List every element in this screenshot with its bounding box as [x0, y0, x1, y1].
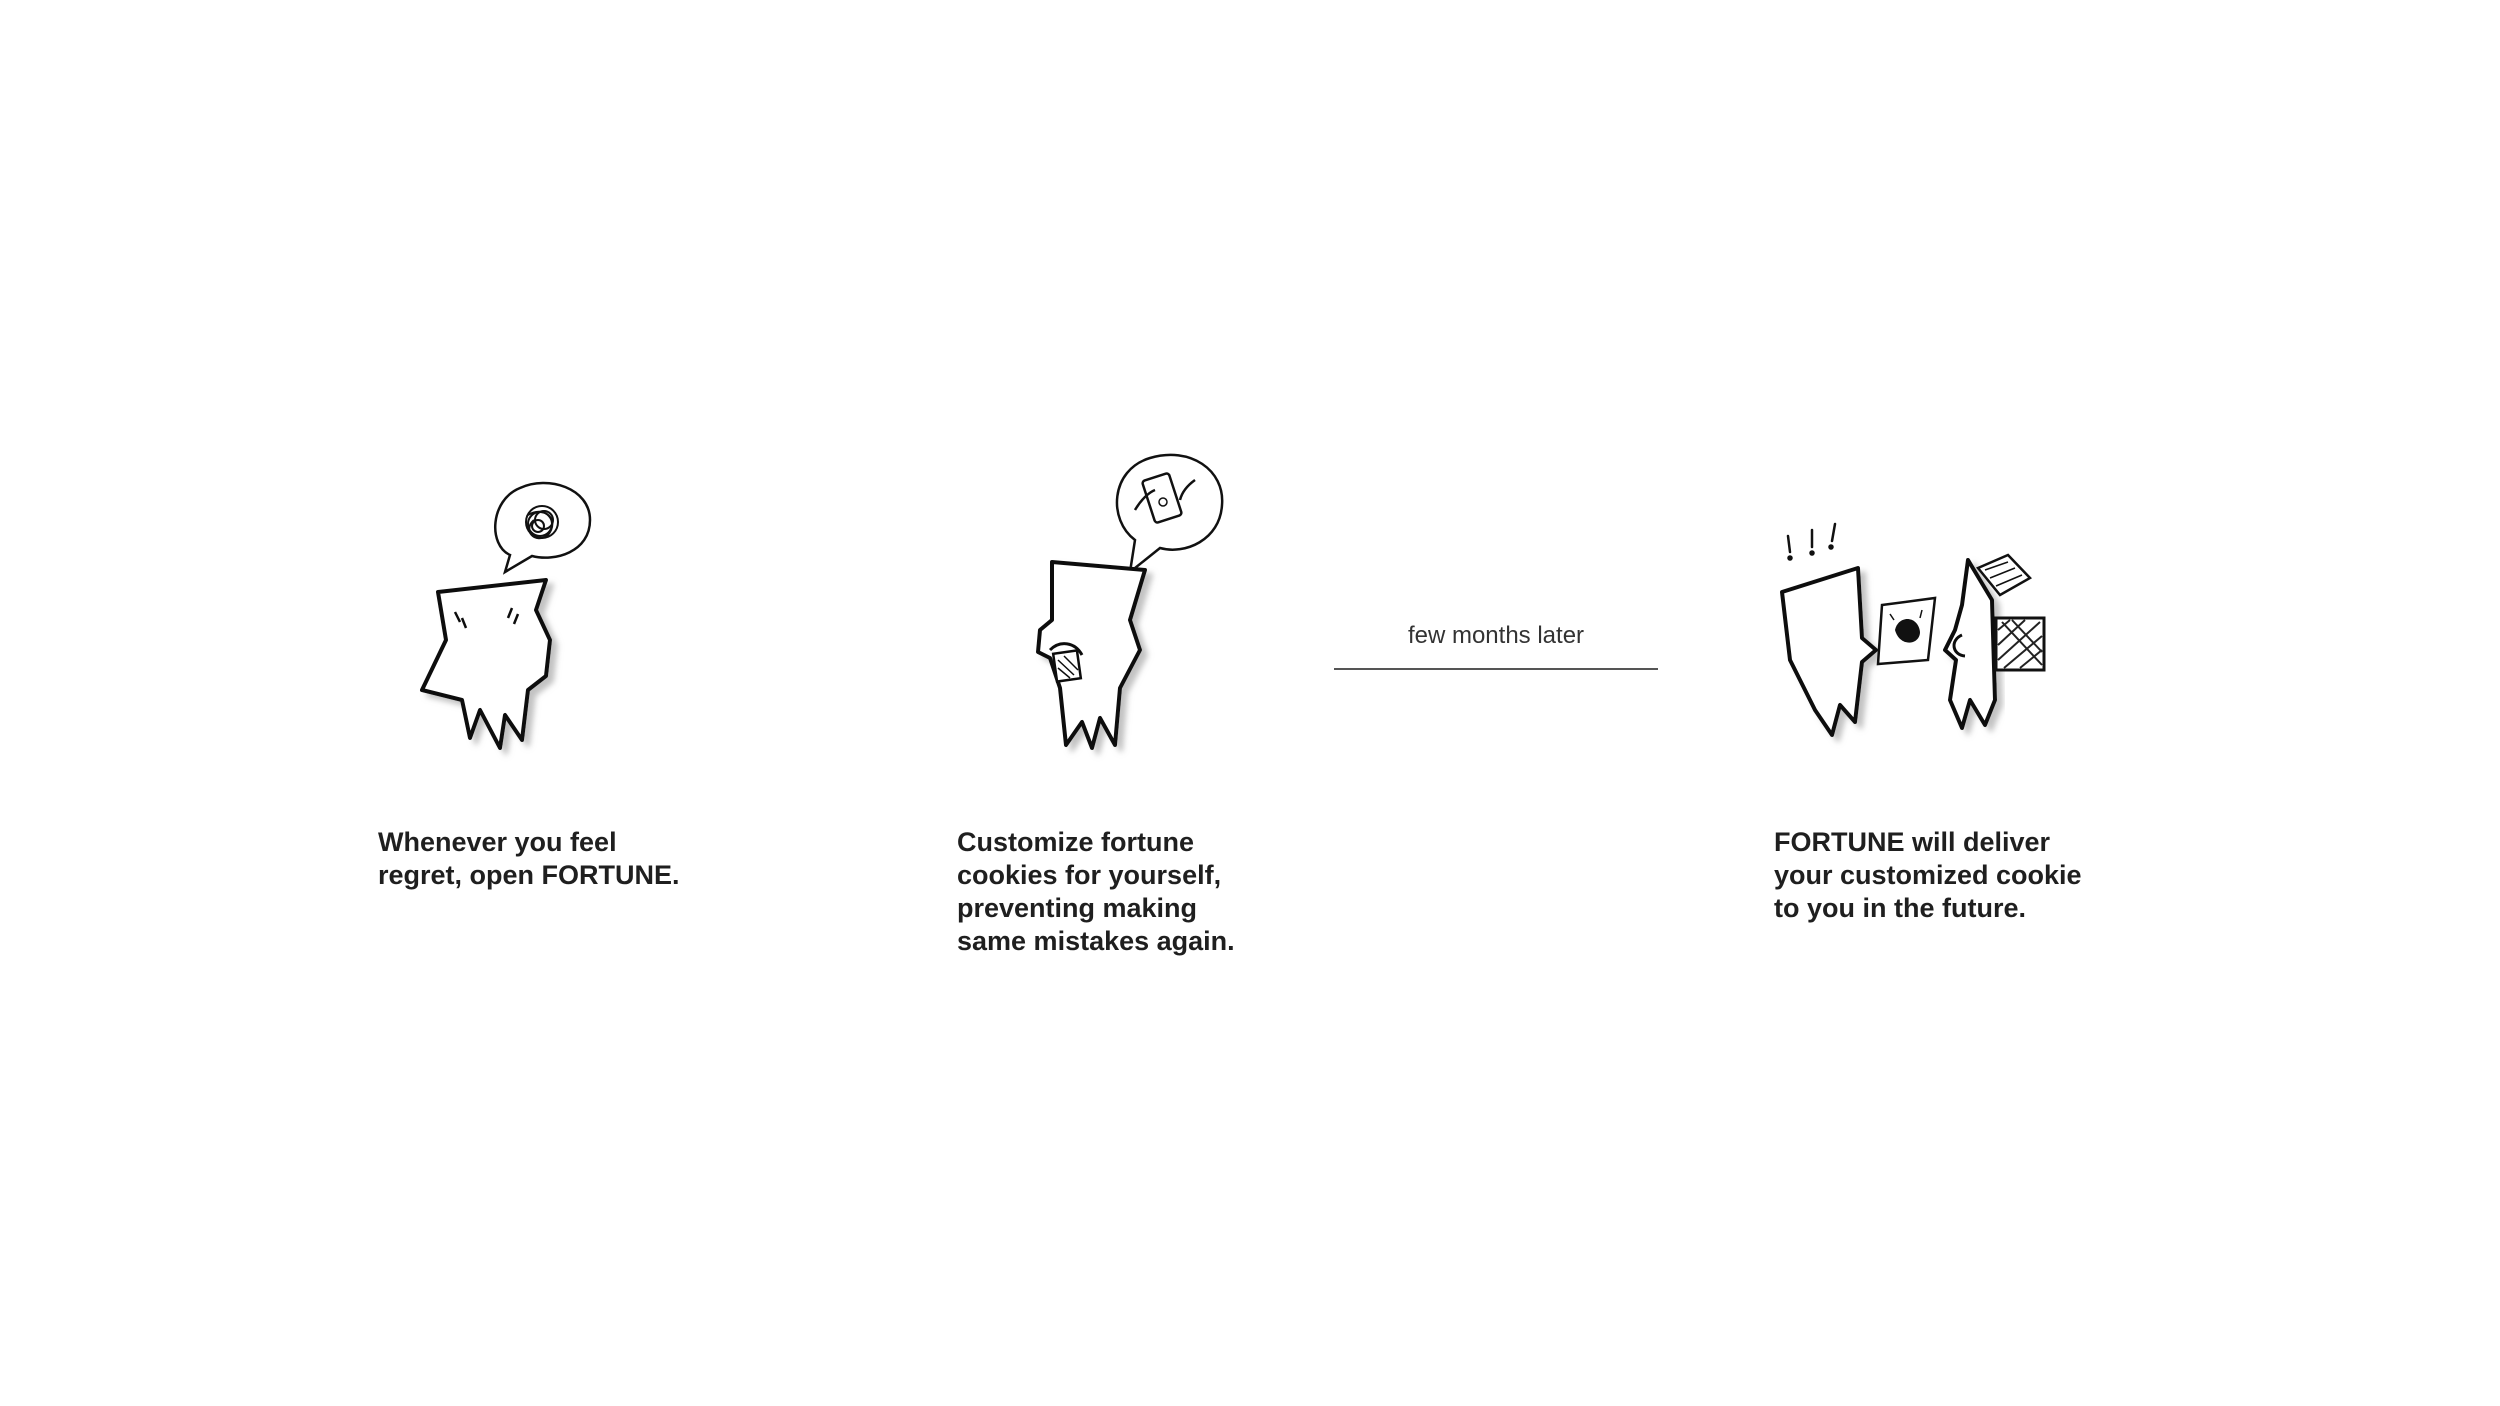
transition-label: few months later: [1407, 622, 1585, 649]
thought-bubble-scribble-icon: [495, 483, 590, 572]
panel-2-caption: Customize fortune cookies for yourself, preventing making same mistakes again.: [957, 827, 1235, 956]
surprised-character-icon: [1782, 568, 1876, 735]
thought-bubble-phone-icon: [1117, 455, 1222, 572]
sad-character-icon: [422, 580, 550, 748]
fortune-cookie-package-icon: [1878, 598, 1935, 664]
panel-1-caption: Whenever you feel regret, open FORTUNE.: [378, 827, 680, 890]
surprise-marks: [1788, 524, 1835, 560]
panel-3-caption: FORTUNE will deliver your customized cookie to you in the future.: [1774, 827, 2082, 923]
delivery-character-icon: [1945, 560, 1995, 728]
transition-divider: [1334, 668, 1658, 670]
character-holding-phone-icon: [1038, 562, 1145, 748]
